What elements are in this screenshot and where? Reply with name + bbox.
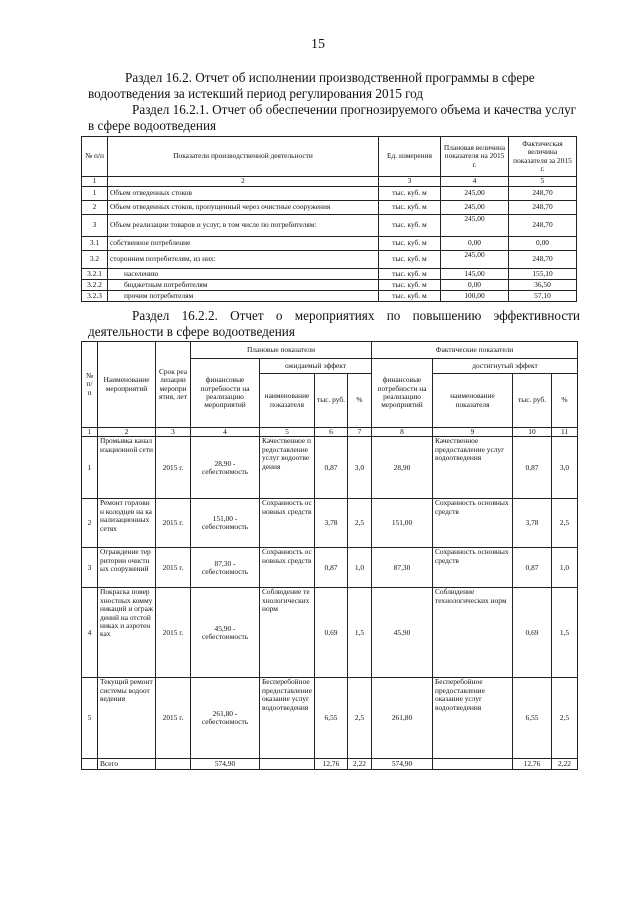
row-term: 2015 г. [156,588,191,678]
col-number: 3 [379,177,441,187]
row-number: 3.1 [82,237,108,251]
col-header-fact-rub: тыс. руб. [513,374,552,428]
row-plan: 0,00 [441,280,509,291]
col-number: 5 [260,428,315,437]
row-name: собственное потребление [108,237,379,251]
row-name: сторонним потребителям, из них: [108,251,379,269]
row-number: 3.2.1 [82,269,108,280]
section-heading-16-2-2: Раздел 16.2.2. Отчет о мероприятиях по повышению эффективности деятельности в сфере водоотведения [88,308,580,339]
col-number: 1 [82,428,98,437]
row-fact-pct: 2,5 [552,678,578,759]
col-header-unit: Ед. измерения [379,137,441,177]
section-heading-16-2: Раздел 16.2. Отчет об исполнении производственной программы в сфере водоотведения за истекший период регулирования 2015 год [88,70,535,101]
row-plan: 100,00 [441,291,509,302]
row-fact: 155,10 [509,269,577,280]
row-plan-indicator: Бесперебойное предоставление оказание услуг водоотведения [260,678,315,759]
table-row [82,678,578,759]
col-header-fact: Фактическая величина показателя за 2015 г. [509,137,577,177]
row-fact-indicator: Качественное предоставление услуг водоотведения [433,437,513,499]
row-plan-pct: 1,0 [348,548,372,588]
row-plan: 145,00 [441,269,509,280]
row-fact-pct: 3,0 [552,437,578,499]
col-number: 6 [315,428,348,437]
row-plan-indicator: Сохранность основных средств [260,548,315,588]
row-number: 4 [82,588,98,678]
row-number: 3 [82,215,108,237]
row-fact-finance: 261,80 [372,678,433,759]
col-header-plan-finance: финансовые потребности на реализацию мероприятий [191,359,260,428]
row-fact-indicator: Сохранность основных средств [433,548,513,588]
table-row [82,437,578,499]
row-plan-rub: 0,87 [315,437,348,499]
row-number: 3.2.2 [82,280,108,291]
row-plan: 245,00 [441,251,509,269]
row-number: 1 [82,437,98,499]
row-plan-finance: 45,90 - себестоимость [191,588,260,678]
row-plan-finance: 28,90 - себестоимость [191,437,260,499]
row-plan-finance: 151,00 - себестоимость [191,499,260,548]
total-empty-cell [260,759,315,770]
table-header-row [82,342,578,359]
production-indicators-table [81,136,577,302]
table-header-row [82,137,577,177]
row-plan-pct: 1,5 [348,588,372,678]
row-fact: 248,70 [509,201,577,215]
row-fact-pct: 1,0 [552,548,578,588]
row-measure-name: Ремонт горловин колодцев на канализационных сетях [98,499,156,548]
row-unit: тыс. куб. м [379,215,441,237]
row-number: 3.2 [82,251,108,269]
row-plan-pct: 2,5 [348,499,372,548]
col-number: 5 [509,177,577,187]
row-fact: 248,70 [509,251,577,269]
row-name: населению [108,269,379,280]
row-plan: 245,00 [441,187,509,201]
row-unit: тыс. куб. м [379,291,441,302]
row-number: 2 [82,201,108,215]
row-number: 3 [82,548,98,588]
row-name: прочим потребителям [108,291,379,302]
table-row [82,187,577,201]
table-total-row [82,759,578,770]
col-header-plan-indicators: Плановые показатели [191,342,372,359]
row-plan-finance: 87,30 - себестоимость [191,548,260,588]
col-number: 8 [372,428,433,437]
row-fact: 57,10 [509,291,577,302]
col-header-measure-name: Наименование мероприятий [98,342,156,428]
total-empty-cell [156,759,191,770]
total-label: Всего [98,759,156,770]
row-plan-pct: 2,5 [348,678,372,759]
col-number: 2 [98,428,156,437]
table-row [82,499,578,548]
table-row [82,588,578,678]
row-fact-finance: 28,90 [372,437,433,499]
total-fact-pct: 2,22 [552,759,578,770]
row-fact-finance: 87,30 [372,548,433,588]
col-number: 11 [552,428,578,437]
col-header-plan: Плановая величина показателя на 2015 г. [441,137,509,177]
row-fact-rub: 0,87 [513,437,552,499]
row-number: 2 [82,499,98,548]
col-header-number: № п/п [82,137,108,177]
row-fact-rub: 3,78 [513,499,552,548]
col-number: 9 [433,428,513,437]
row-fact: 0,00 [509,237,577,251]
column-number-row [82,428,578,437]
row-name: Объем отведенных стоков [108,187,379,201]
col-number: 1 [82,177,108,187]
row-plan-rub: 3,78 [315,499,348,548]
row-plan-rub: 6,55 [315,678,348,759]
row-measure-name: Текущий ремонт системы водоотведения [98,678,156,759]
row-plan-indicator: Сохранность основных средств [260,499,315,548]
row-term: 2015 г. [156,548,191,588]
row-fact-indicator: Соблюдение технологических норм [433,588,513,678]
total-empty-cell [82,759,98,770]
section-heading-16-2-1: Раздел 16.2.1. Отчет об обеспечении прогнозируемого объема и качества услуг в сфере водоотведения [88,102,577,133]
total-plan-rub: 12,76 [315,759,348,770]
row-number: 5 [82,678,98,759]
row-plan-rub: 0,87 [315,548,348,588]
efficiency-measures-table [81,341,578,770]
row-term: 2015 г. [156,499,191,548]
col-number: 10 [513,428,552,437]
row-fact-rub: 0,87 [513,548,552,588]
row-plan: 0,00 [441,237,509,251]
row-name: бюджетным потребителям [108,280,379,291]
table-row [82,201,577,215]
row-fact-indicator: Бесперебойное предоставление оказание услуг водоотведения [433,678,513,759]
col-number: 4 [191,428,260,437]
row-fact-finance: 151,00 [372,499,433,548]
row-unit: тыс. куб. м [379,251,441,269]
row-unit: тыс. куб. м [379,187,441,201]
table-row [82,237,577,251]
col-number: 3 [156,428,191,437]
col-header-fact-pct: % [552,374,578,428]
col-header-number: № п/ п [82,342,98,428]
total-plan-finance: 574,90 [191,759,260,770]
table-row [82,291,577,302]
row-fact-rub: 6,55 [513,678,552,759]
total-fact-rub: 12,76 [513,759,552,770]
col-header-expected-effect: ожидаемый эффект [260,359,372,374]
col-header-plan-indicator-name: наименование показателя [260,374,315,428]
row-number: 1 [82,187,108,201]
row-measure-name: Покраска поверхностных коммуникаций и ограждений на отстойниках и аэротенках [98,588,156,678]
row-plan-pct: 3,0 [348,437,372,499]
row-term: 2015 г. [156,437,191,499]
col-number: 2 [108,177,379,187]
col-header-indicators: Показатели производственной деятельности [108,137,379,177]
col-header-plan-pct: % [348,374,372,428]
row-fact-indicator: Сохранность основных средств [433,499,513,548]
row-fact-rub: 0,69 [513,588,552,678]
col-header-term: Срок реализации мероприятия, лет [156,342,191,428]
column-number-row [82,177,577,187]
col-header-fact-indicator-name: наименование показателя [433,374,513,428]
row-fact: 248,70 [509,187,577,201]
row-plan-indicator: Качественное предоставление услуг водоотведения [260,437,315,499]
row-unit: тыс. куб. м [379,280,441,291]
row-plan-rub: 0,69 [315,588,348,678]
table-row [82,251,577,269]
row-name: Объем отведенных стоков, пропущенный через очистные сооружения [108,201,379,215]
row-unit: тыс. куб. м [379,201,441,215]
row-fact: 248,70 [509,215,577,237]
col-header-plan-rub: тыс. руб. [315,374,348,428]
row-unit: тыс. куб. м [379,269,441,280]
row-plan-indicator: Соблюдение технологических норм [260,588,315,678]
total-fact-finance: 574,90 [372,759,433,770]
table-row [82,280,577,291]
page-number: 15 [311,37,325,52]
col-header-fact-indicators: Фактические показатели [372,342,578,359]
col-header-fact-finance: финансовые потребности на реализацию мероприятий [372,359,433,428]
row-plan: 245,00 [441,215,509,237]
row-measure-name: Ограждение территории очистных сооружений [98,548,156,588]
row-fact-pct: 2,5 [552,499,578,548]
row-plan: 245,00 [441,201,509,215]
total-plan-pct: 2,22 [348,759,372,770]
row-fact-finance: 45,90 [372,588,433,678]
col-number: 4 [441,177,509,187]
table-row [82,269,577,280]
total-empty-cell [433,759,513,770]
row-fact: 36,50 [509,280,577,291]
table-row [82,548,578,588]
row-term: 2015 г. [156,678,191,759]
row-number: 3.2.3 [82,291,108,302]
row-measure-name: Промывка канализационной сети [98,437,156,499]
col-number: 7 [348,428,372,437]
col-header-achieved-effect: достигнутый эффект [433,359,578,374]
row-name: Объем реализации товаров и услуг, в том числе по потребителям: [108,215,379,237]
row-unit: тыс. куб. м [379,237,441,251]
row-fact-pct: 1,5 [552,588,578,678]
row-plan-finance: 261,80 - себестоимость [191,678,260,759]
table-row [82,215,577,237]
